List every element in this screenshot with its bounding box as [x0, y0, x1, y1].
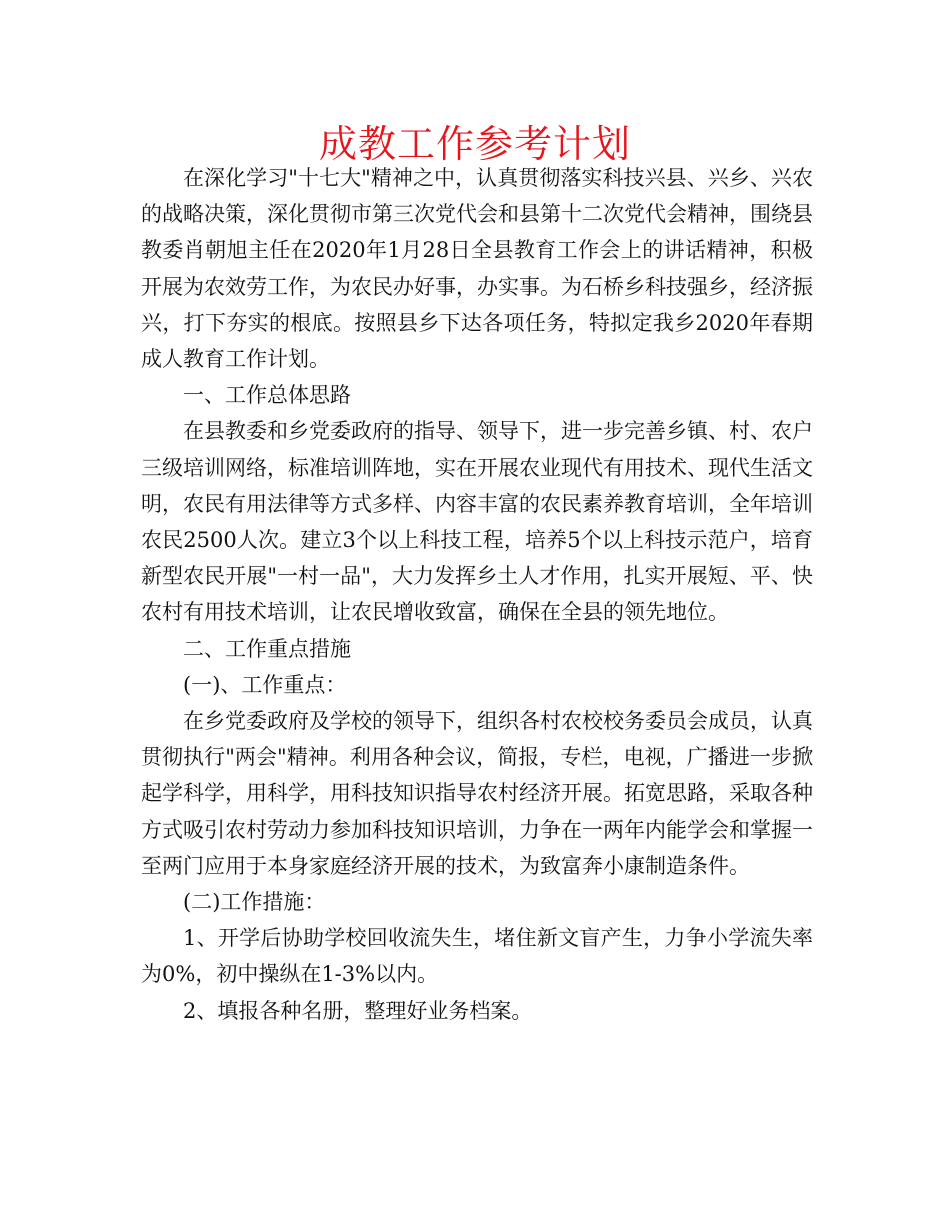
section-heading-overall-approach: 一、工作总体思路	[183, 383, 351, 408]
document-body	[141, 160, 813, 1029]
intro-paragraph: 在深化学习"十七大"精神之中，认真贯彻落实科技兴县、兴乡、兴农的战略决策，深化贯彻市第三次党代会和县第十二次党代会精神，围绕县教委肖朝旭主任在2020年1月28日全县教育工作会上的讲话精神，积极开展为农效劳工作，为农民办好事，办实事。为石桥乡科技强乡，经济振兴，打下夯实的根底。按照县乡下达各项任务，特拟定我乡2020年春期成人教育工作计划。	[141, 166, 813, 372]
subsection-heading-key-points: (一)、工作重点：	[183, 672, 347, 697]
document-title: 成教工作参考计划	[318, 122, 631, 166]
measure-item-2: 2、填报各种名册，整理好业务档案。	[183, 998, 533, 1023]
key-points-paragraph: 在乡党委政府及学校的领导下，组织各村农校校务委员会成员，认真贯彻执行"两会"精神。利用各种会议，简报，专栏，电视，广播进一步掀起学科学，用科学，用科技知识指导农村经济开展。拓宽思路，采取各种方式吸引农村劳动力参加科技知识培训，力争在一两年内能学会和掌握一至两门应用于本身家庭经济开展的技术，为致富奔小康制造条件。	[141, 709, 813, 878]
overall-approach-paragraph: 在县教委和乡党委政府的指导、领导下，进一步完善乡镇、村、农户三级培训网络，标准培训阵地，实在开展农业现代有用技术、现代生活文明，农民有用法律等方式多样、内容丰富的农民素养教育培训，全年培训农民2500人次。建立3个以上科技工程，培养5个以上科技示范户，培育新型农民开展"一村一品"，大力发挥乡土人才作用，扎实开展短、平、快农村有用技术培训，让农民增收致富，确保在全县的领先地位。	[141, 419, 813, 625]
subsection-heading-measures: (二)工作措施：	[183, 890, 326, 915]
measure-item-1: 1、开学后协助学校回收流失生，堵住新文盲产生，力争小学流失率为0%，初中操纵在1-3%以内。	[141, 926, 813, 987]
section-heading-key-measures: 二、工作重点措施	[183, 636, 351, 661]
